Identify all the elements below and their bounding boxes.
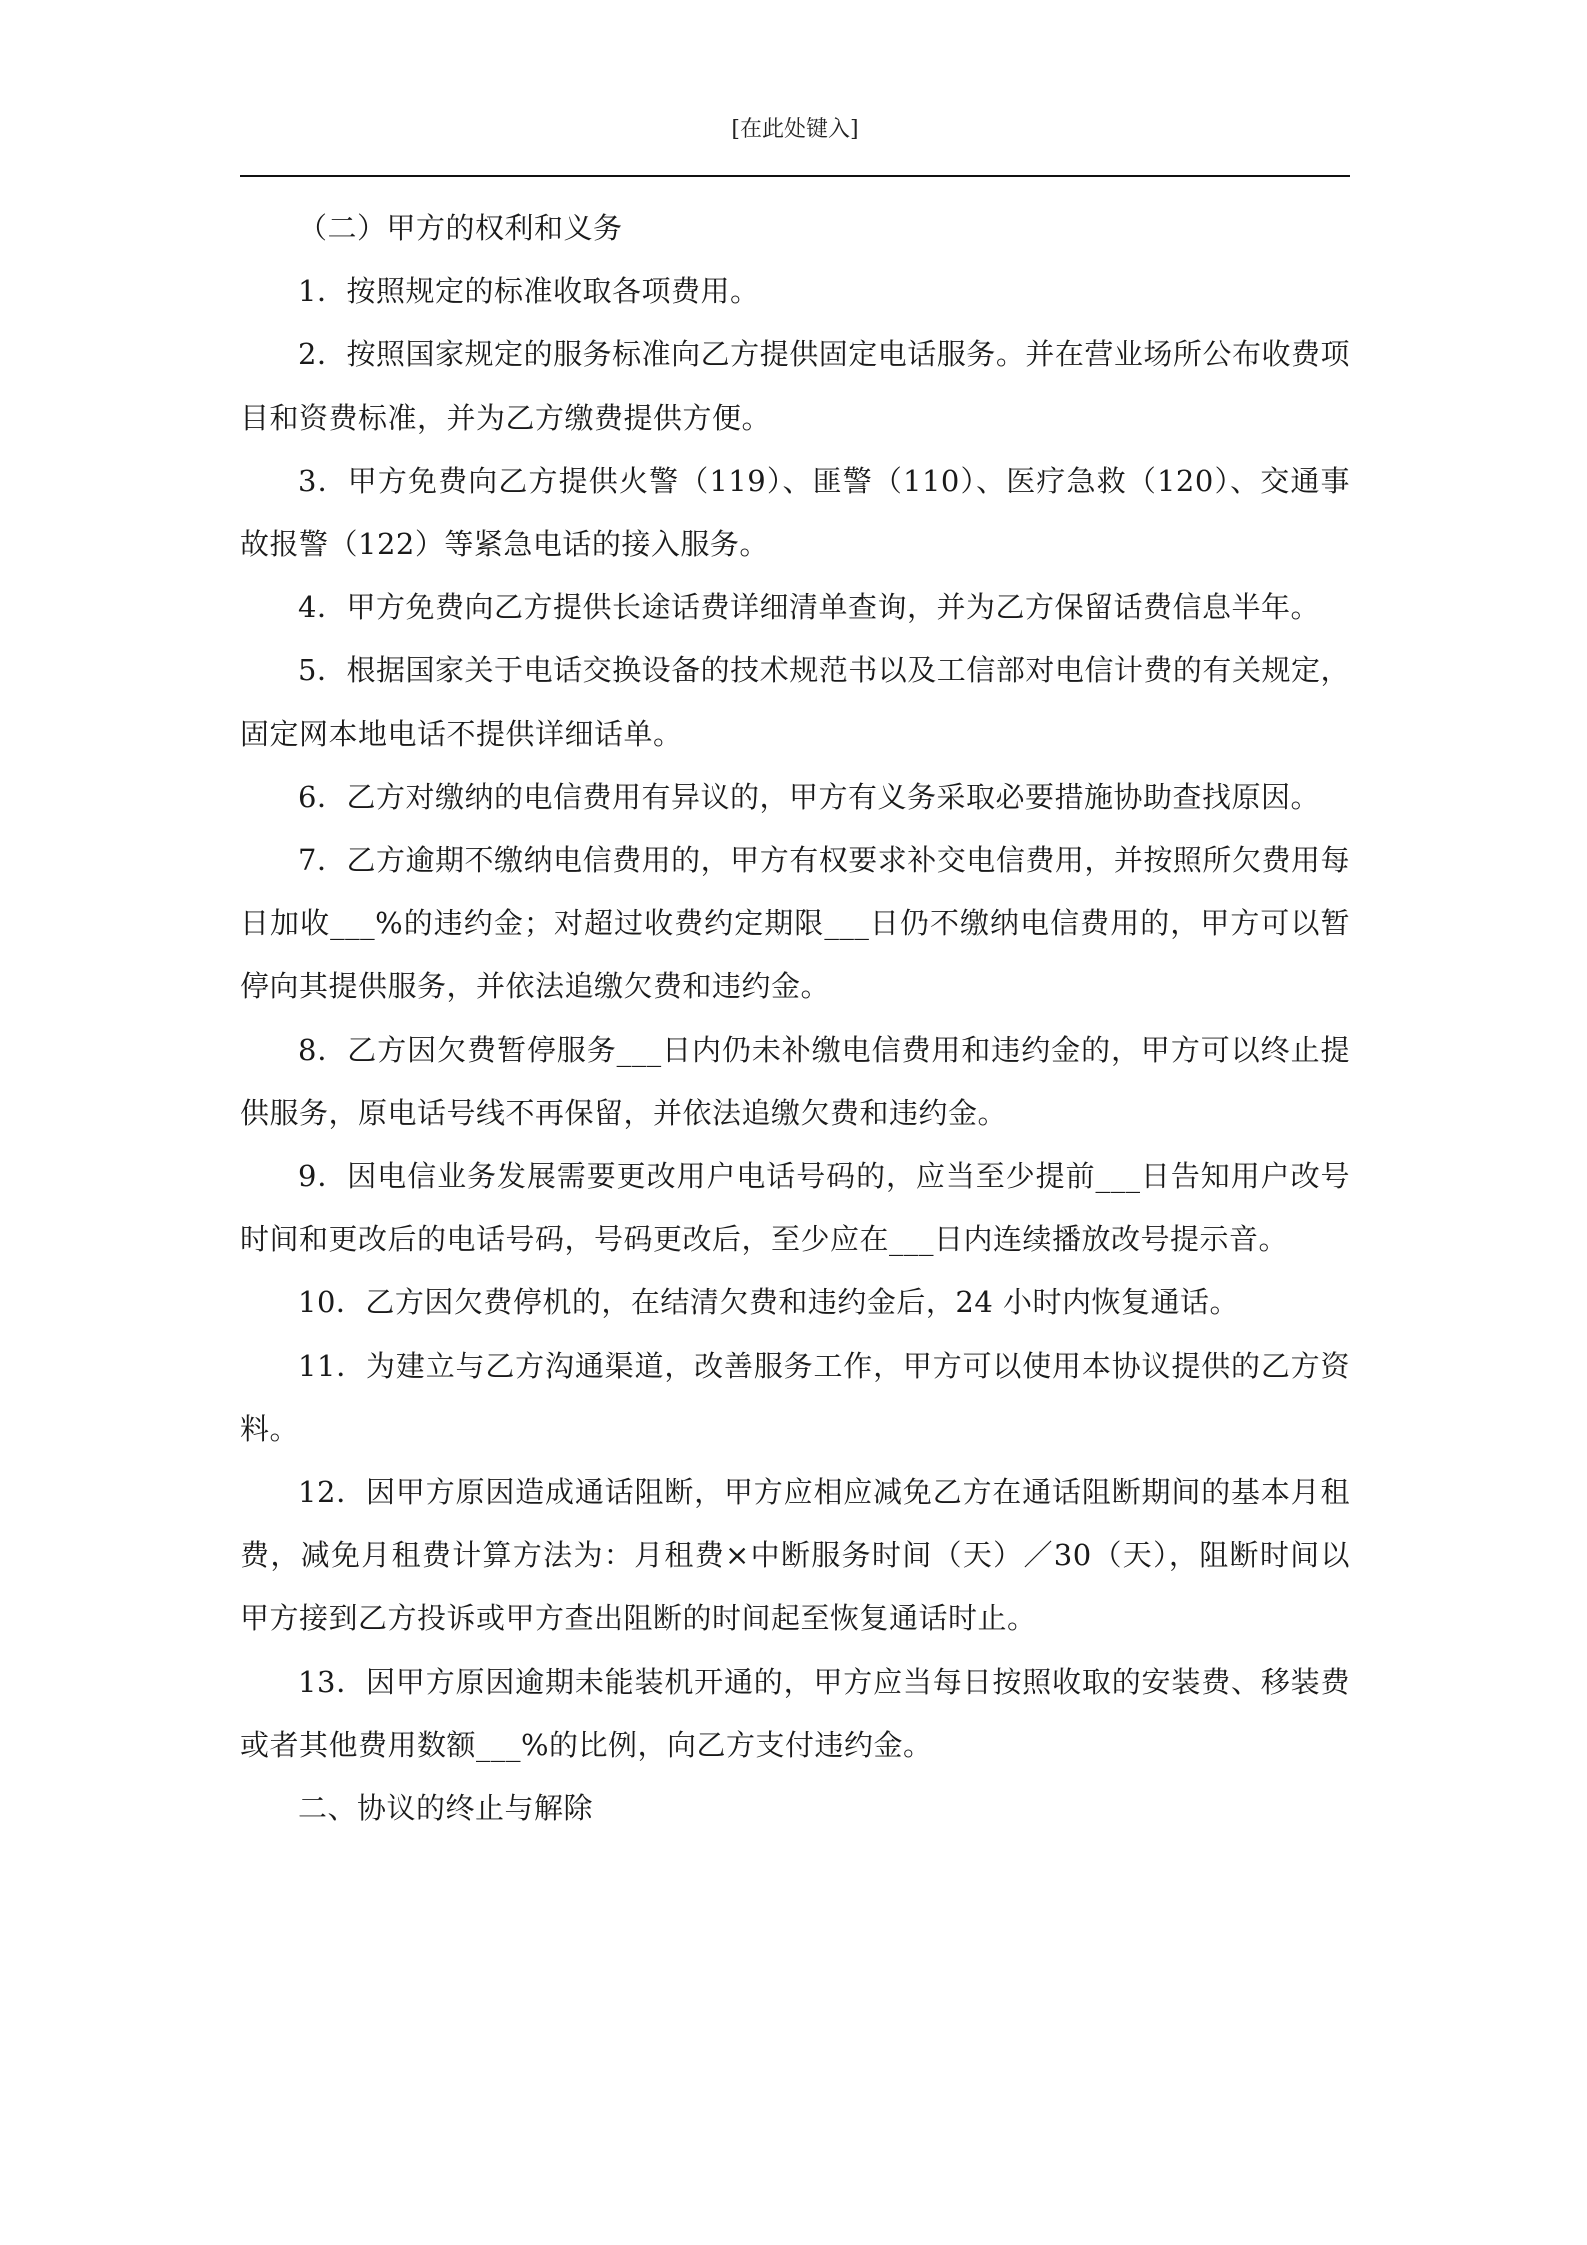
clause-6: 6．乙方对缴纳的电信费用有异议的，甲方有义务采取必要措施协助查找原因。	[298, 779, 1320, 814]
page-header: [在此处键入]	[731, 117, 859, 142]
clause-2: 2．按照国家规定的服务标准向乙方提供固定电话服务。并在营业场所公布收费项目和资费标准，并为乙方缴费提供方便。	[240, 337, 1350, 435]
clause-10: 10．乙方因欠费停机的，在结清欠费和违约金后，24 小时内恢复通话。	[298, 1285, 1240, 1320]
clause-9: 9．因电信业务发展需要更改用户电话号码的，应当至少提前___日告知用户改号时间和更改后的电话号码，号码更改后，至少应在___日内连续播放改号提示音。	[240, 1159, 1350, 1257]
header-divider	[240, 175, 1350, 177]
clause-3: 3．甲方免费向乙方提供火警（119）、匪警（110）、医疗急救（120）、交通事故报警（122）等紧急电话的接入服务。	[240, 463, 1350, 562]
clause-11: 11．为建立与乙方沟通渠道，改善服务工作，甲方可以使用本协议提供的乙方资料。	[240, 1348, 1350, 1446]
section-heading: （二）甲方的权利和义务	[298, 211, 623, 245]
document-body	[240, 197, 1350, 1840]
clause-7: 7．乙方逾期不缴纳电信费用的，甲方有权要求补交电信费用，并按照所欠费用每日加收___%的违约金；对超过收费约定期限___日仍不缴纳电信费用的，甲方可以暂停向其提供服务，并依法追缴欠费和违约金。	[240, 843, 1350, 1004]
clause-5: 5．根据国家关于电话交换设备的技术规范书以及工信部对电信计费的有关规定，固定网本地电话不提供详细话单。	[240, 653, 1350, 751]
clause-4: 4．甲方免费向乙方提供长途话费详细清单查询，并为乙方保留话费信息半年。	[298, 590, 1320, 625]
section-heading-termination: 二、协议的终止与解除	[298, 1791, 594, 1826]
clause-1: 1．按照规定的标准收取各项费用。	[298, 274, 760, 309]
clause-13: 13．因甲方原因逾期未能装机开通的，甲方应当每日按照收取的安装费、移装费或者其他费用数额___%的比例，向乙方支付违约金。	[240, 1664, 1350, 1762]
clause-12: 12．因甲方原因造成通话阻断，甲方应相应减免乙方在通话阻断期间的基本月租费，减免月租费计算方法为：月租费×中断服务时间（天）／30（天），阻断时间以甲方接到乙方投诉或甲方查出阻断的时间起至恢复通话时止。	[240, 1475, 1350, 1636]
clause-8: 8．乙方因欠费暂停服务___日内仍未补缴电信费用和违约金的，甲方可以终止提供服务，原电话号线不再保留，并依法追缴欠费和违约金。	[240, 1032, 1350, 1130]
